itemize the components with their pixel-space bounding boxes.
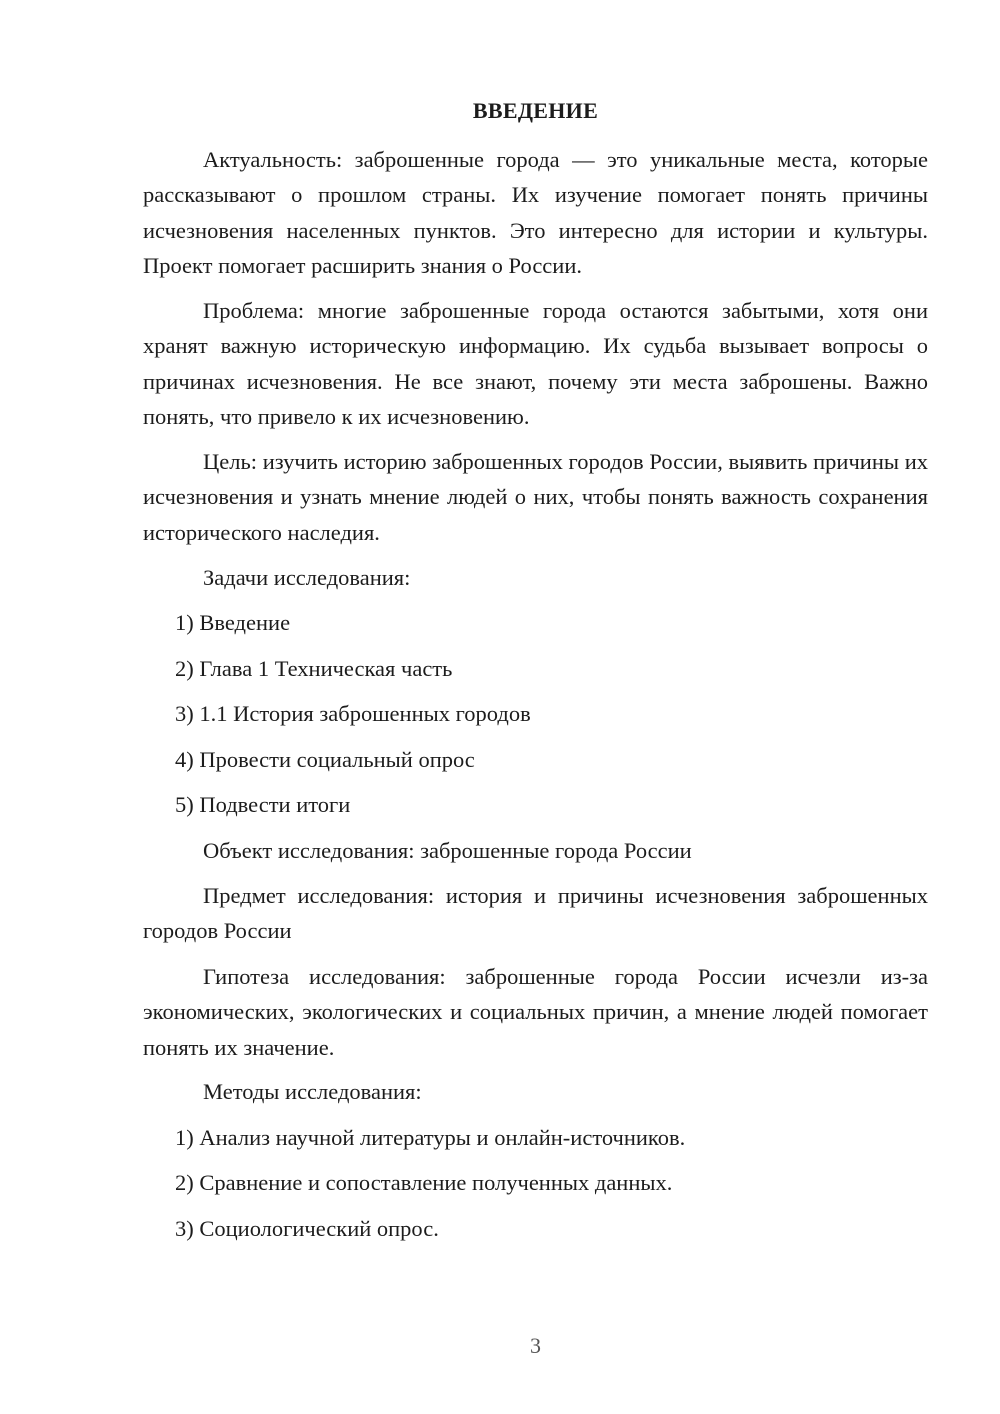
document-page: [143, 0, 928, 1414]
section-title: ВВЕДЕНИЕ: [472, 98, 599, 123]
subject-paragraph: Предмет исследования: история и причины исчезновения заброшенных городов России: [143, 883, 928, 944]
task-item: 1) Введение: [175, 610, 291, 635]
method-item: 1) Анализ научной литературы и онлайн-источников.: [175, 1125, 686, 1150]
goal-paragraph: Цель: изучить историю заброшенных городов России, выявить причины их исчезновения и узнать мнение людей о них, чтобы понять важность сохранения исторического наследия.: [143, 449, 928, 545]
task-item: 4) Провести социальный опрос: [175, 747, 475, 772]
tasks-heading: Задачи исследования:: [203, 565, 411, 590]
task-item: 5) Подвести итоги: [175, 792, 351, 817]
relevance-paragraph: Актуальность: заброшенные города — это уникальные места, которые рассказывают о прошлом страны. Их изучение помогает понять причины исчезновения населенных пунктов. Это интересно для истории и культуры. Проект помогает расширить знания о России.: [143, 147, 928, 278]
object-paragraph: Объект исследования: заброшенные города России: [203, 838, 692, 863]
task-item: 3) 1.1 История заброшенных городов: [175, 701, 531, 726]
method-item: 2) Сравнение и сопоставление полученных данных.: [175, 1170, 673, 1195]
method-item: 3) Социологический опрос.: [175, 1216, 439, 1241]
page-number: 3: [530, 1333, 541, 1358]
hypothesis-paragraph: Гипотеза исследования: заброшенные города России исчезли из-за экономических, экологических и социальных причин, а мнение людей помогает понять их значение.: [143, 964, 928, 1060]
task-item: 2) Глава 1 Техническая часть: [175, 656, 453, 681]
methods-heading: Методы исследования:: [203, 1079, 422, 1104]
problem-paragraph: Проблема: многие заброшенные города остаются забытыми, хотя они хранят важную историческую информацию. Их судьба вызывает вопросы о причинах исчезновения. Не все знают, почему эти места заброшены. Важно понять, что привело к их исчезновению.: [143, 298, 928, 429]
